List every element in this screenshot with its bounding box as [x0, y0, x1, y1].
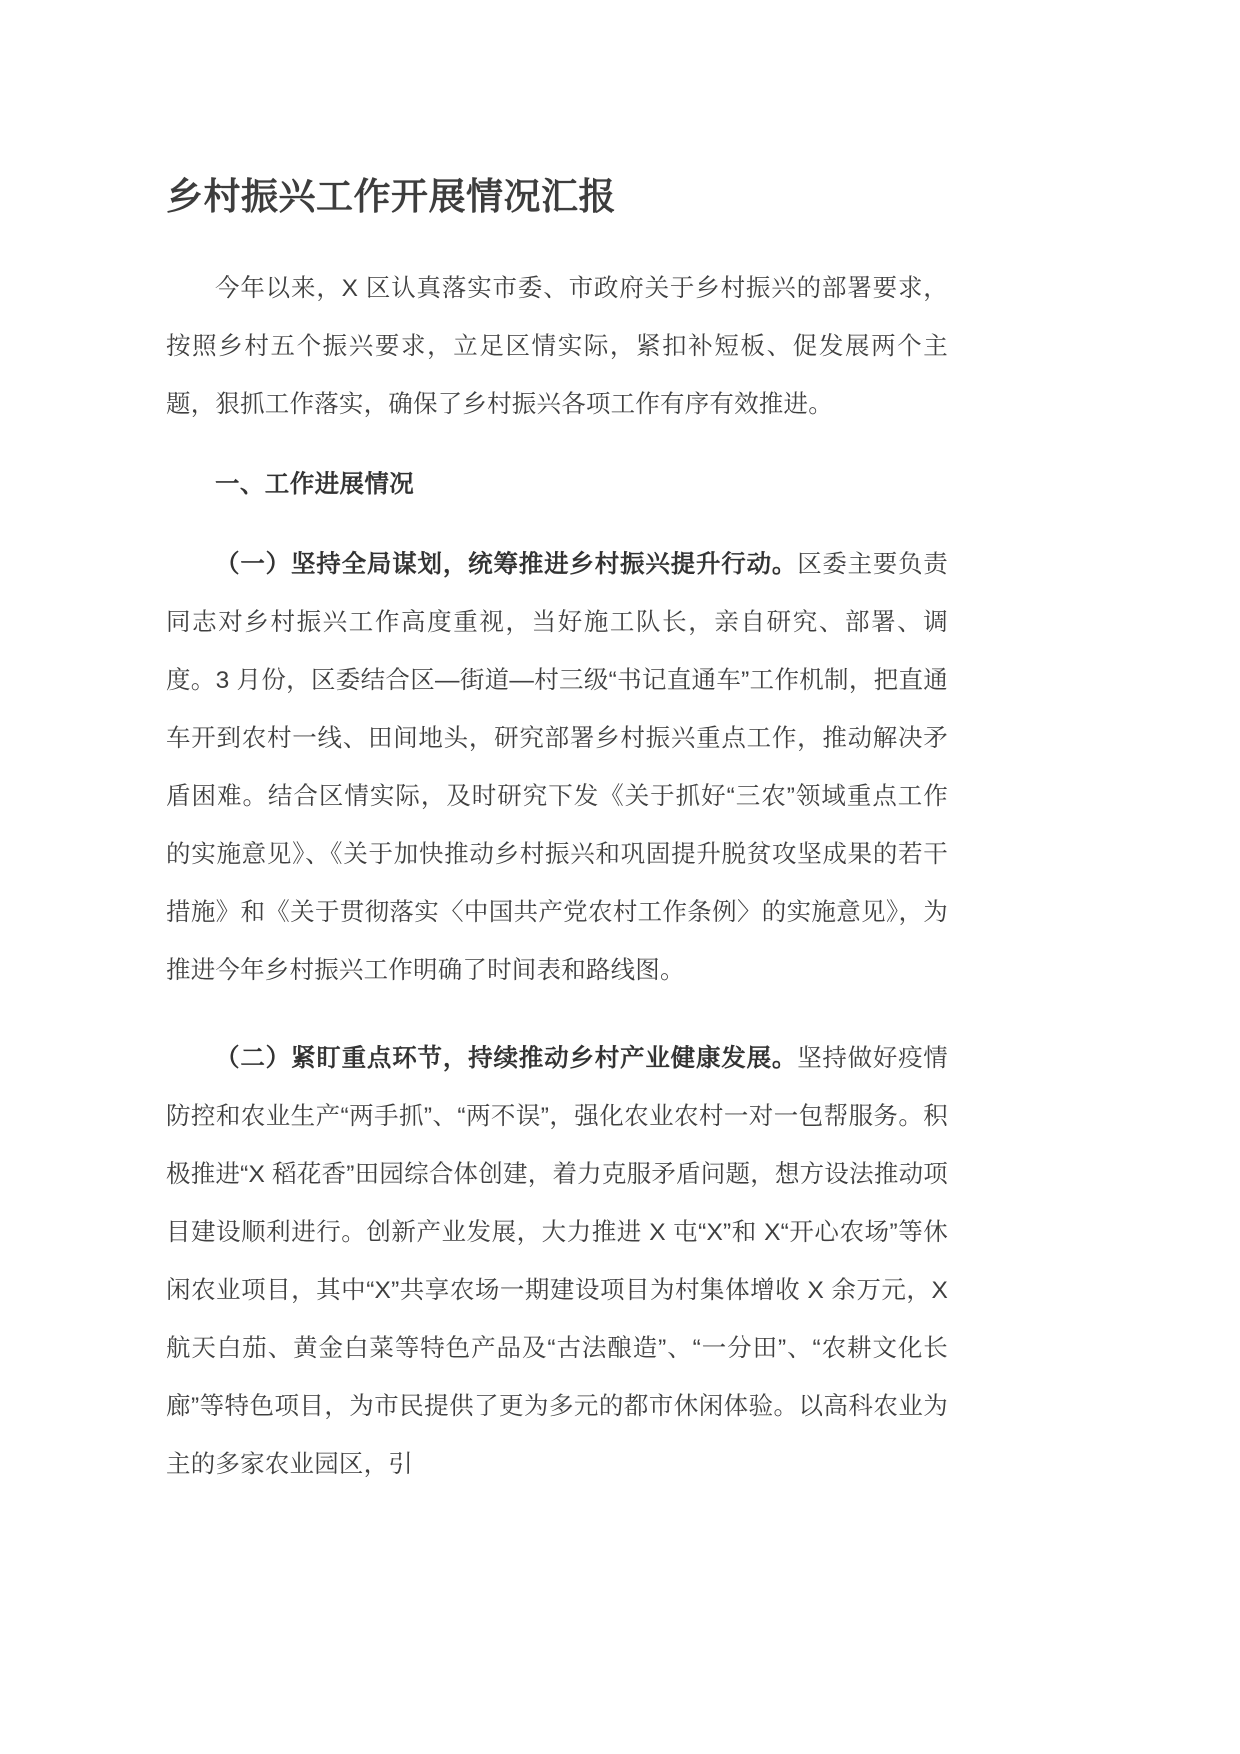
spacer-before-section-heading	[166, 434, 948, 456]
subsection-two-lead: （二）紧盯重点环节，持续推动乡村产业健康发展。	[215, 1045, 798, 1073]
subsection-paragraph-two	[166, 1030, 948, 1494]
spacer-before-subsection-one	[166, 514, 948, 536]
subsection-one-lead: （一）坚持全局谋划，统筹推进乡村振兴提升行动。	[215, 551, 798, 579]
subsection-two-body: 坚持做好疫情防控和农业生产“两手抓”、“两不误”，强化农业农村一对一包帮服务。积极推进“X 稻花香”田园综合体创建，着力克服矛盾问题，想方设法推动项目建设顺利进行。创新产业发展，大力推进 X 屯“X”和 X“开心农场”等休闲农业项目，其中“X”共享农场一期建设项目为村集体增收 X 余万元，X 航天白茄、黄金白菜等特色产品及“古法酿造”、“一分田”、“农耕文化长廊”等特色项目，为市民提供了更为多元的都市休闲体验。以高科农业为主的多家农业园区，引	[166, 1045, 948, 1479]
spacer-before-subsection-two	[166, 1000, 948, 1030]
page-title: 乡村振兴工作开展情况汇报	[166, 176, 616, 217]
intro-paragraph: 今年以来，X 区认真落实市委、市政府关于乡村振兴的部署要求，按照乡村五个振兴要求，立足区情实际，紧扣补短板、促发展两个主题，狠抓工作落实，确保了乡村振兴各项工作有序有效推进。	[166, 275, 948, 419]
subsection-paragraph-one	[166, 536, 948, 1000]
section-heading-work-progress: 一、工作进展情况	[215, 471, 415, 499]
subsection-one-body: 区委主要负责同志对乡村振兴工作高度重视，当好施工队长，亲自研究、部署、调度。3 月份，区委结合区—街道—村三级“书记直通车”工作机制，把直通车开到农村一线、田间地头，研究部署乡村振兴重点工作，推动解决矛盾困难。结合区情实际，及时研究下发《关于抓好“三农”领域重点工作的实施意见》、《关于加快推动乡村振兴和巩固提升脱贫攻坚成果的若干措施》和《关于贯彻落实〈中国共产党农村工作条例〉的实施意见》，为推进今年乡村振兴工作明确了时间表和路线图。	[166, 551, 948, 985]
document-content-column	[166, 0, 948, 1494]
